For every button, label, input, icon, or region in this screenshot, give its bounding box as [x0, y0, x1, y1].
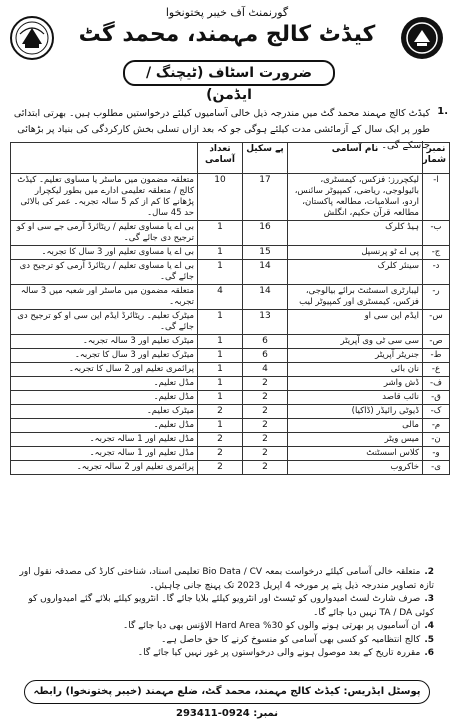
row-requirements: مڈل تعلیم۔ — [11, 391, 198, 405]
table-row — [11, 260, 450, 285]
table-row — [11, 246, 450, 260]
table-row — [11, 405, 450, 419]
table-row — [11, 419, 450, 433]
row-post-name: جنریٹر آپریٹر — [288, 349, 423, 363]
government-line: گورنمنٹ آف خیبر پختونخوا — [165, 6, 289, 19]
row-quantity: 1 — [198, 377, 243, 391]
table-row — [11, 363, 450, 377]
row-pay-scale: 15 — [243, 246, 288, 260]
row-post-name: ہیڈ کلرک — [288, 221, 423, 246]
row-post-name: میس ویٹر — [288, 433, 423, 447]
row-pay-scale: 2 — [243, 419, 288, 433]
row-post-name: سی سی ٹی وی آپریٹر — [288, 335, 423, 349]
row-pay-scale: 13 — [243, 310, 288, 335]
row-pay-scale: 14 — [243, 285, 288, 310]
row-quantity: 2 — [198, 405, 243, 419]
row-requirements: بی اے یا مساوی تعلیم / ریٹائرڈ آرمی جے سی او کو ترجیح دی جائے گی۔ — [11, 221, 198, 246]
row-requirements: بی اے یا مساوی تعلیم / ریٹائرڈ آرمی کو ترجیح دی جائے گی۔ — [11, 260, 198, 285]
note-number: 3. — [424, 594, 434, 604]
row-requirements: پرائمری تعلیم اور 2 سالہ تجربہ۔ — [11, 461, 198, 475]
row-requirements: پرائمری تعلیم اور 2 سال کا تجربہ۔ — [11, 363, 198, 377]
row-serial: ف- — [423, 377, 450, 391]
note-item — [10, 620, 434, 634]
row-quantity: 1 — [198, 310, 243, 335]
table-row — [11, 447, 450, 461]
row-requirements: میٹرک تعلیم۔ — [11, 405, 198, 419]
row-pay-scale: 6 — [243, 335, 288, 349]
college-title: کیڈٹ کالج مہمند، محمد گٹ — [78, 22, 376, 47]
note-number: 5. — [424, 634, 434, 645]
row-post-name: ڈش واشر — [288, 377, 423, 391]
cadet-college-logo-icon — [398, 14, 446, 62]
row-serial: ج- — [423, 246, 450, 260]
row-requirements: مڈل تعلیم۔ — [11, 377, 198, 391]
row-requirements: متعلقہ مضمون میں ماسٹر اور شعبہ میں 3 سالہ تجربہ۔ — [11, 285, 198, 310]
header-serial: نمبر شمار — [423, 143, 450, 174]
row-quantity: 1 — [198, 246, 243, 260]
row-quantity: 4 — [198, 285, 243, 310]
row-requirements: مڈل تعلیم۔ — [11, 419, 198, 433]
row-quantity: 2 — [198, 433, 243, 447]
row-requirements: مڈل تعلیم اور 1 سالہ تجربہ۔ — [11, 447, 198, 461]
row-post-name: نان بائی — [288, 363, 423, 377]
row-serial: ق- — [423, 391, 450, 405]
row-serial: ع- — [423, 363, 450, 377]
table-row — [11, 221, 450, 246]
row-quantity: 1 — [198, 363, 243, 377]
row-pay-scale: 6 — [243, 349, 288, 363]
row-post-name: لیبارٹری اسسٹنٹ برائے بیالوجی، فزکس، کیمسٹری اور کمپیوٹر لیب — [288, 285, 423, 310]
row-quantity: 1 — [198, 335, 243, 349]
row-serial: ص- — [423, 335, 450, 349]
row-requirements: میٹرک تعلیم اور 3 سال کا تجربہ۔ — [11, 349, 198, 363]
row-quantity: 1 — [198, 260, 243, 285]
note-text: مقررہ تاریخ کے بعد موصول ہونے والی درخواستوں پر غور نہیں کیا جائے گا۔ — [137, 648, 421, 658]
row-pay-scale: 17 — [243, 174, 288, 221]
header-requirements — [11, 143, 198, 174]
note-item — [10, 634, 434, 648]
table-row — [11, 335, 450, 349]
table-row — [11, 391, 450, 405]
row-quantity: 1 — [198, 419, 243, 433]
row-requirements: میٹرک تعلیم اور 3 سالہ تجربہ۔ — [11, 335, 198, 349]
row-pay-scale: 2 — [243, 433, 288, 447]
row-pay-scale: 16 — [243, 221, 288, 246]
note-item — [10, 593, 434, 620]
row-serial: م- — [423, 419, 450, 433]
row-pay-scale: 2 — [243, 377, 288, 391]
row-quantity: 10 — [198, 174, 243, 221]
table-header-row — [11, 143, 450, 174]
note-number: 4. — [424, 621, 434, 631]
intro-paragraph: کیڈٹ کالج مہمند محمد گٹ میں مندرجہ ذیل خالی آسامیوں کیلئے درخواستیں مطلوب ہیں۔ بھرتی ابتدائی طور پر ایک سال کے آزمائشی مدت کیلئے ہوگی جو کہ بعد ازاں تسلی بخش کارکردگی کی بنیاد پر بڑھائی جاسکے گی۔ — [13, 108, 430, 151]
row-serial: ن- — [423, 433, 450, 447]
row-serial: ب- — [423, 221, 450, 246]
row-pay-scale: 2 — [243, 461, 288, 475]
note-text: ان آسامیوں پر بھرتی ہونے والوں کو 30% Hard Area الاؤنس بھی دیا جائے گا۔ — [122, 621, 421, 631]
row-post-name: مالی — [288, 419, 423, 433]
postal-address: پوسٹل ایڈریس: کیڈٹ کالج مہمند، محمد گٹ، ضلع مہمند (خیبر پختونخوا) رابطہ نمبر: 0924-293411 — [24, 680, 430, 704]
row-post-name: سینئر کلرک — [288, 260, 423, 285]
note-number: 6. — [424, 648, 434, 658]
row-serial: و- — [423, 447, 450, 461]
row-post-name: نائب قاصد — [288, 391, 423, 405]
row-quantity: 2 — [198, 461, 243, 475]
staff-required-heading: ضرورت اسٹاف (ٹیچنگ / ایڈمن) — [123, 60, 335, 86]
row-pay-scale: 14 — [243, 260, 288, 285]
header-pay-scale: پے سکیل — [243, 143, 288, 174]
note-text: صرف شارٹ لسٹ امیدواروں کو ٹیسٹ اور انٹرویو کیلئے بلایا جائے گا۔ انٹرویو کیلئے بلائے گئے امیدواروں کو کوئی TA / DA نہیں دیا جائے گا۔ — [28, 594, 434, 618]
table-row — [11, 310, 450, 335]
row-quantity: 1 — [198, 391, 243, 405]
table-row — [11, 377, 450, 391]
table-row — [11, 174, 450, 221]
note-number: 2. — [424, 567, 434, 577]
row-post-name: ڈیوٹی رائیڈر (ڈاکیا) — [288, 405, 423, 419]
header-post: نام آسامی — [288, 143, 423, 174]
notes-section — [10, 566, 434, 661]
row-serial: د- — [423, 260, 450, 285]
row-serial: ط- — [423, 349, 450, 363]
row-post-name: پی اے ٹو پرنسپل — [288, 246, 423, 260]
row-pay-scale: 4 — [243, 363, 288, 377]
table-row — [11, 285, 450, 310]
row-serial: س- — [423, 310, 450, 335]
row-post-name: کلاس اسسٹنٹ — [288, 447, 423, 461]
row-post-name: ایڈم این سی او — [288, 310, 423, 335]
row-requirements: متعلقہ مضمون میں ماسٹر یا مساوی تعلیم۔ کیڈٹ کالج / متعلقہ تعلیمی ادارے میں بطور لیکچرار پڑھانے کا کم از کم 5 سالہ تجربہ۔ عمر کی بالائی حد 45 سال۔ — [11, 174, 198, 221]
row-serial: ر- — [423, 285, 450, 310]
vacancies-table — [10, 142, 450, 475]
row-quantity: 1 — [198, 349, 243, 363]
row-pay-scale: 2 — [243, 447, 288, 461]
row-pay-scale: 2 — [243, 405, 288, 419]
header-quantity: تعداد آسامی — [198, 143, 243, 174]
row-requirements: مڈل تعلیم اور 1 سالہ تجربہ۔ — [11, 433, 198, 447]
note-text: متعلقہ خالی آسامی کیلئے درخواست بمعہ Bio Data / CV تعلیمی اسناد، شناختی کارڈ کی مصدقہ نقول اور تازہ تصاویر مندرجہ ذیل پتے پر مورخہ 4 اپریل 2023 تک پہنچ جانی چاہیئں۔ — [19, 567, 434, 591]
row-serial: ی- — [423, 461, 450, 475]
row-post-name: خاکروب — [288, 461, 423, 475]
row-serial: ک- — [423, 405, 450, 419]
table-row — [11, 349, 450, 363]
row-quantity: 2 — [198, 447, 243, 461]
intro-number: 1. — [437, 106, 448, 117]
row-quantity: 1 — [198, 221, 243, 246]
table-row — [11, 461, 450, 475]
row-requirements: میٹرک تعلیم۔ ریٹائرڈ ایڈم این سی او کو ترجیح دی جائے گی۔ — [11, 310, 198, 335]
row-requirements: بی اے یا مساوی تعلیم اور 3 سال کا تجربہ۔ — [11, 246, 198, 260]
kp-government-emblem-icon — [8, 14, 56, 62]
note-text: کالج انتظامیہ کو کسی بھی آسامی کو منسوخ کرنے کا حق حاصل ہے۔ — [161, 634, 421, 645]
table-row — [11, 433, 450, 447]
row-serial: ا- — [423, 174, 450, 221]
note-item — [10, 566, 434, 593]
row-post-name: لیکچررز: فزکس، کیمسٹری، بائیولوجی، ریاضی، کمپیوٹر سائنس، اردو، اسلامیات، مطالعہ پاکستان، مطالعہ قرآن حکیم، انگلش — [288, 174, 423, 221]
note-item — [10, 647, 434, 661]
row-pay-scale: 2 — [243, 391, 288, 405]
header — [0, 0, 454, 103]
